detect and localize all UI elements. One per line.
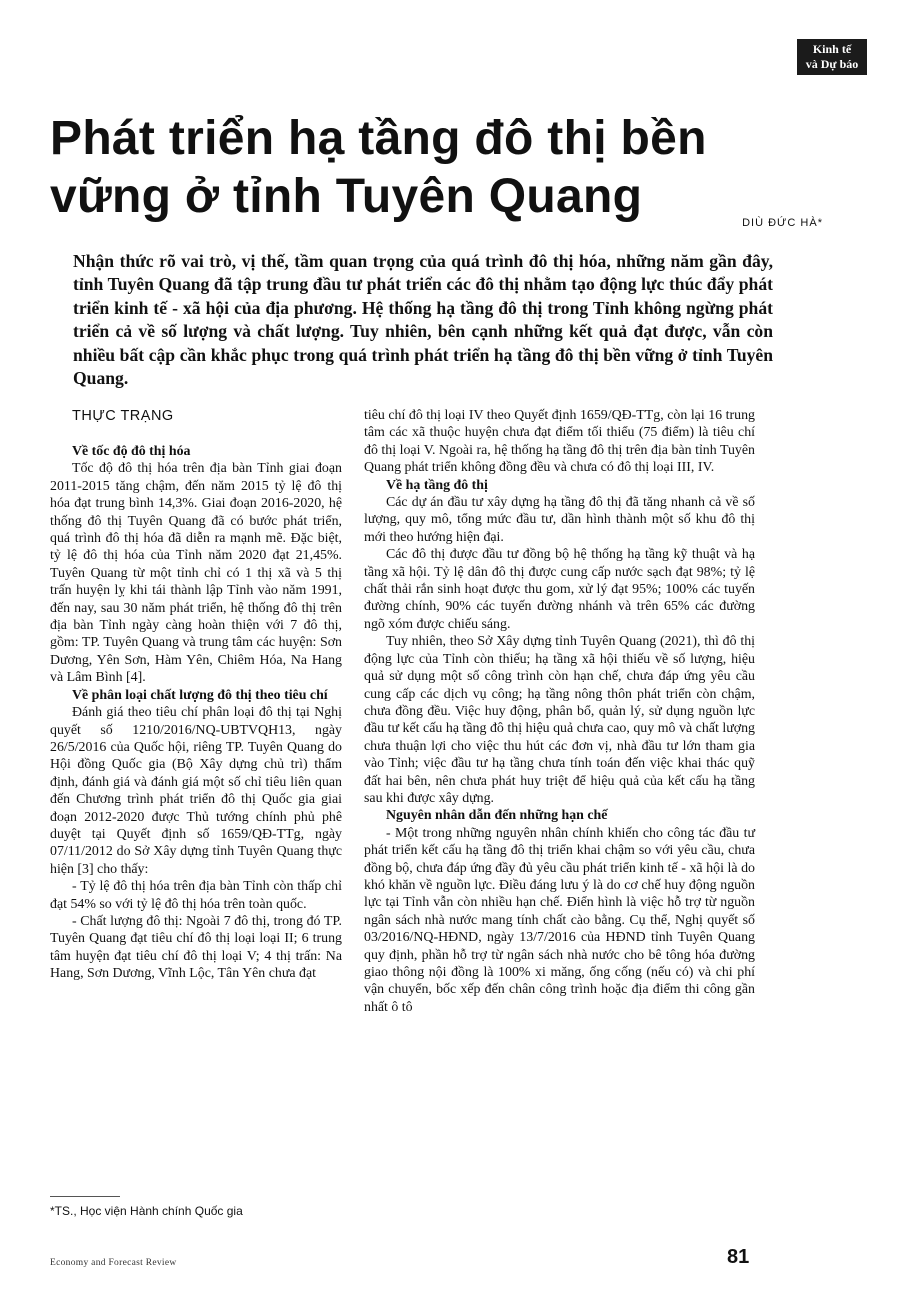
paragraph: Các đô thị được đầu tư đồng bộ hệ thống hạ tầng kỹ thuật và hạ tầng xã hội. Tỷ lệ dân đô thị được cung cấp nước sạch đạt 98%; tỷ lệ chất thải rắn sinh hoạt được thu gom, xử lý đạt 95%; 100% các tuyến đường chính, 90% các tuyến đường nhánh và trên 65% các đường ngõ xóm được chiếu sáng.	[364, 547, 755, 632]
column-right	[364, 407, 755, 1016]
article-title: Phát triển hạ tầng đô thị bền vững ở tỉnh Tuyên Quang	[50, 112, 707, 223]
page-number: 81	[727, 1246, 750, 1268]
paragraph: Các dự án đầu tư xây dựng hạ tầng đô thị đã tăng nhanh cả về số lượng, quy mô, tổng mức đầu tư, dần hình thành một số khu đô thị mới theo hướng hiện đại.	[364, 495, 755, 545]
journal-badge	[797, 39, 867, 75]
article-author: DIÙ ĐỨC HÀ*	[742, 217, 823, 229]
lead-paragraph: Nhận thức rõ vai trò, vị thế, tầm quan trọng của quá trình đô thị hóa, những năm gần đây, tỉnh Tuyên Quang đã tập trung đầu tư phát triển các đô thị nhằm tạo động lực thúc đẩy phát triển kinh tế - xã hội của địa phương. Hệ thống hạ tầng đô thị trong Tỉnh không ngừng phát triển cả về số lượng và chất lượng. Tuy nhiên, bên cạnh những kết quả đạt được, vẫn còn nhiều bất cập cần khắc phục trong quá trình phát triển hạ tầng đô thị bền vững ở tỉnh Tuyên Quang.	[73, 251, 773, 389]
footnote-rule	[50, 1196, 120, 1197]
section-heading: THỰC TRẠNG	[72, 408, 174, 424]
footnote: *TS., Học viện Hành chính Quốc gia	[50, 1204, 243, 1218]
column-left	[50, 407, 342, 983]
paragraph: Tuy nhiên, theo Sở Xây dựng tỉnh Tuyên Quang (2021), thì đô thị động lực của Tỉnh còn thiếu; hạ tầng xã hội thiếu về số lượng, hiệu quả sử dụng một số công trình còn hạn chế, chưa đáp ứng yêu cầu cung cấp các dịch vụ công; hạ tầng nông thôn phát triển còn chậm, chưa đồng đều. Việc huy động, phân bổ, quản lý, sử dụng nguồn lực đầu tư kết cấu hạ tầng đô thị hiệu quả chưa cao, quy mô và chất lượng chưa thuận lợi cho việc thu hút các đơn vị, nhà đầu tư lớn tham gia vào Tỉnh; việc đầu tư hạ tầng chưa tính toán đến việc khai thác quỹ đất hai bên, nên chưa phát huy triệt để hiệu quả của kết cấu hạ tầng sau khi được xây dựng.	[364, 634, 755, 806]
subheading-urban-classification: Về phân loại chất lượng đô thị theo tiêu chí	[72, 687, 328, 703]
badge-line-1: Kinh tế	[812, 42, 852, 56]
subheading-urbanization-rate: Về tốc độ đô thị hóa	[72, 444, 191, 459]
journal-name: Economy and Forecast Review	[50, 1258, 177, 1268]
paragraph: - Chất lượng đô thị: Ngoài 7 đô thị, trong đó TP. Tuyên Quang đạt tiêu chí đô thị loại loại II; 6 trung tâm huyện đạt tiêu chí đô thị loại V; 4 thị trấn: Na Hang, Sơn Dương, Vĩnh Lộc, Tân Yên chưa đạt	[50, 913, 342, 982]
paragraph: - Một trong những nguyên nhân chính khiến cho công tác đầu tư phát triển kết cấu hạ tầng đô thị triển khai chậm so với yêu cầu, chưa đồng bộ, chưa đáp ứng đầy đủ yêu cầu phát triển kinh tế - xã hội là do khó khăn về nguồn lực. Điều đáng lưu ý là do cơ chế huy động nguồn lực tại Tỉnh vẫn còn nhiều hạn chế. Điển hình là việc hỗ trợ từ nguồn ngân sách nhà nước mang tính chất cào bằng. Cụ thể, Nghị quyết số 03/2016/NQ-HĐND, ngày 13/7/2016 của HĐND tỉnh Tuyên Quang quy định, phần hỗ trợ từ ngân sách nhà nước cho bê tông hóa đường giao thông nội đồng là 100% xi măng, ống cống (nếu có) và chi phí vận chuyển, bốc xếp đến chân công trình hoặc địa điểm thi công gần nhất ô tô	[364, 825, 755, 1015]
paragraph: Đánh giá theo tiêu chí phân loại đô thị tại Nghị quyết số 1210/2016/NQ-UBTVQH13, ngày 26/5/2016 của Quốc hội, riêng TP. Tuyên Quang do Hội đồng Quốc gia (Bộ Xây dựng chủ trì) thẩm định, đánh giá và đánh giá một số chỉ tiêu liên quan đến Chương trình phát triển đô thị Quốc gia giai đoạn 2012-2020 được Thủ tướng chính phủ phê duyệt tại Quyết định số 1659/QĐ-TTg, ngày 07/11/2012 do Sở Xây dựng tỉnh Tuyên Quang thực hiện [3] cho thấy:	[50, 705, 342, 877]
paragraph: - Tỷ lệ đô thị hóa trên địa bàn Tỉnh còn thấp chỉ đạt 54% so với tỷ lệ đô thị hóa trên toàn quốc.	[50, 879, 342, 912]
subheading-infrastructure: Về hạ tầng đô thị	[386, 477, 488, 493]
badge-line-2: và Dự báo	[805, 57, 859, 71]
paragraph: Tốc độ đô thị hóa trên địa bàn Tỉnh giai đoạn 2011-2015 tăng chậm, đến năm 2015 tỷ lệ đô thị hóa đạt trung bình 14,3%. Giai đoạn 2016-2020, hệ thống đô thị Tuyên Quang đã có bước phát triển, quá trình đô thị hóa đã diễn ra mạnh mẽ. Đặc biệt, tỷ lệ đô thị hóa của Tỉnh năm 2020 đạt 21,45%. Tuyên Quang từ một tỉnh chỉ có 1 thị xã và 5 thị trấn huyện lỵ khi tái thành lập Tỉnh vào năm 1991, đến nay, sau 30 năm phát triển, hệ thống đô thị trên địa bàn Tỉnh ngày càng hoàn thiện với 7 đô thị, gồm: TP. Tuyên Quang và trung tâm các huyện: Sơn Dương, Yên Sơn, Hàm Yên, Chiêm Hóa, Na Hang và Lâm Bình [4].	[50, 461, 342, 686]
subheading-causes: Nguyên nhân dẫn đến những hạn chế	[386, 808, 608, 824]
paragraph: tiêu chí đô thị loại IV theo Quyết định 1659/QĐ-TTg, còn lại 16 trung tâm các xã thuộc huyện chưa đạt điểm tối thiểu (75 điểm) là tiêu chí đô thị loại V. Ngoài ra, hệ thống hạ tầng đô thị trên địa bàn tỉnh Tuyên Quang phát triển không đồng đều và chưa có đô thị loại III, IV.	[364, 408, 755, 476]
